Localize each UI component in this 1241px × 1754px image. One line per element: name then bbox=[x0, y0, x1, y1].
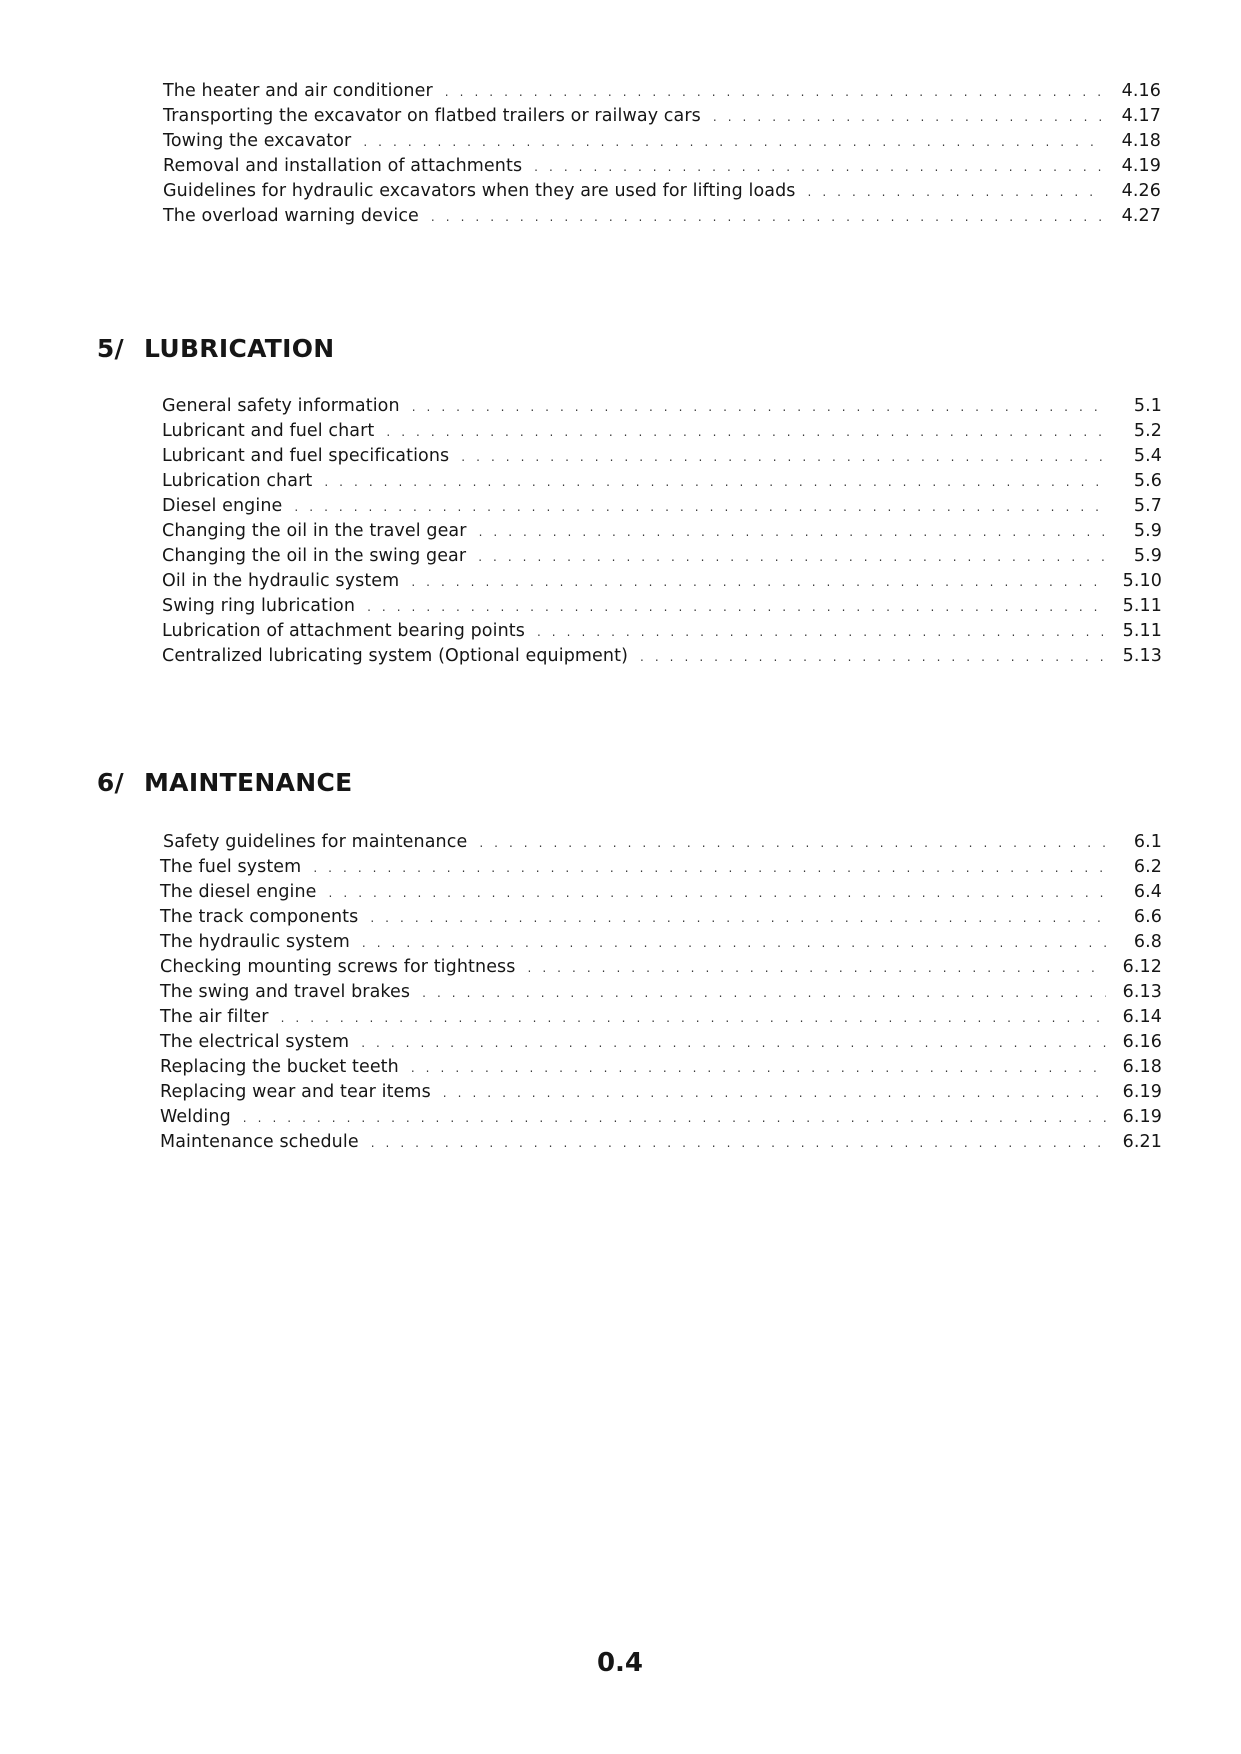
toc-entry-title: Swing ring lubrication bbox=[162, 596, 356, 616]
toc-entry-title: Guidelines for hydraulic excavators when they are used for lifting loads bbox=[163, 181, 796, 201]
dot-leader bbox=[640, 650, 1106, 664]
toc-entry bbox=[160, 1107, 1162, 1132]
dot-leader bbox=[461, 450, 1106, 464]
toc-entry-title: The swing and travel brakes bbox=[160, 982, 411, 1002]
toc-entry-title: The track components bbox=[160, 907, 359, 927]
dot-leader bbox=[362, 936, 1106, 950]
dot-leader bbox=[808, 185, 1105, 199]
toc-entry-page: 6.13 bbox=[1122, 982, 1162, 1002]
toc-entry-page: 5.6 bbox=[1133, 471, 1162, 491]
toc-entry-page: 6.19 bbox=[1122, 1082, 1162, 1102]
toc-entry bbox=[160, 957, 1162, 982]
dot-leader bbox=[371, 1136, 1106, 1150]
dot-leader bbox=[528, 961, 1107, 975]
toc-entry-page: 4.27 bbox=[1121, 206, 1161, 226]
toc-entry-title: Diesel engine bbox=[162, 496, 283, 516]
toc-entry bbox=[162, 571, 1162, 596]
dot-leader bbox=[412, 400, 1106, 414]
toc-entry-title: Replacing the bucket teeth bbox=[160, 1057, 399, 1077]
toc-entry-page: 6.1 bbox=[1133, 832, 1162, 852]
toc-entry-page: 5.1 bbox=[1133, 396, 1162, 416]
dot-leader bbox=[370, 911, 1106, 925]
dot-leader bbox=[243, 1111, 1106, 1125]
toc-entry-page: 6.2 bbox=[1133, 857, 1162, 877]
toc-entry-page: 5.9 bbox=[1133, 521, 1162, 541]
toc-entry-title: The hydraulic system bbox=[160, 932, 350, 952]
dot-leader bbox=[367, 600, 1106, 614]
toc-entry bbox=[162, 396, 1162, 421]
toc-entry bbox=[162, 421, 1162, 446]
dot-leader bbox=[411, 575, 1106, 589]
toc-entry-title: Checking mounting screws for tightness bbox=[160, 957, 516, 977]
toc-entry-title: Maintenance schedule bbox=[160, 1132, 359, 1152]
toc-entry-title: The overload warning device bbox=[163, 206, 419, 226]
dot-leader bbox=[363, 135, 1105, 149]
toc-entry-title: The heater and air conditioner bbox=[163, 81, 433, 101]
toc-entry-page: 6.14 bbox=[1122, 1007, 1162, 1027]
toc-entry-page: 5.7 bbox=[1133, 496, 1162, 516]
toc-entry-page: 5.10 bbox=[1122, 571, 1162, 591]
section-number: 5/ bbox=[96, 334, 124, 363]
toc-entry bbox=[160, 1032, 1162, 1057]
toc-entry bbox=[160, 932, 1162, 957]
dot-leader bbox=[324, 475, 1106, 489]
toc-entry-title: Centralized lubricating system (Optional equipment) bbox=[162, 646, 628, 666]
toc-entry bbox=[160, 1132, 1162, 1157]
toc-entry bbox=[162, 621, 1162, 646]
toc-entry-title: Lubrication chart bbox=[162, 471, 313, 491]
toc-entry-title: Welding bbox=[160, 1107, 231, 1127]
dot-leader bbox=[443, 1086, 1106, 1100]
toc-entry-page: 4.26 bbox=[1121, 181, 1161, 201]
toc-entry bbox=[162, 446, 1162, 471]
toc-entry-title: Lubricant and fuel specifications bbox=[162, 446, 450, 466]
toc-entry bbox=[163, 206, 1161, 231]
section-heading-lubrication bbox=[60, 334, 335, 363]
dot-leader bbox=[329, 886, 1106, 900]
toc-entry bbox=[162, 596, 1162, 621]
dot-leader bbox=[386, 425, 1106, 439]
dot-leader bbox=[478, 550, 1106, 564]
section-heading-maintenance bbox=[60, 768, 353, 797]
toc-entry-title: The diesel engine bbox=[160, 882, 317, 902]
toc-entry-page: 4.18 bbox=[1121, 131, 1161, 151]
dot-leader bbox=[313, 861, 1106, 875]
dot-leader bbox=[361, 1036, 1106, 1050]
toc-entry bbox=[163, 131, 1161, 156]
toc-entry-page: 4.16 bbox=[1121, 81, 1161, 101]
dot-leader bbox=[422, 986, 1106, 1000]
toc-entry bbox=[163, 81, 1161, 106]
toc-entry bbox=[160, 1082, 1162, 1107]
toc-entry bbox=[160, 1007, 1162, 1032]
toc-entry-page: 5.13 bbox=[1122, 646, 1162, 666]
toc-entry-title: General safety information bbox=[162, 396, 400, 416]
toc-section-4-continued bbox=[163, 81, 1161, 231]
toc-entry-title: Replacing wear and tear items bbox=[160, 1082, 431, 1102]
toc-section-6 bbox=[160, 832, 1162, 1157]
toc-entry-title: Transporting the excavator on flatbed trailers or railway cars bbox=[163, 106, 701, 126]
toc-entry-title: The electrical system bbox=[160, 1032, 350, 1052]
toc-entry-page: 6.21 bbox=[1122, 1132, 1162, 1152]
dot-leader bbox=[534, 160, 1105, 174]
dot-leader bbox=[431, 210, 1105, 224]
toc-entry bbox=[162, 496, 1162, 521]
dot-leader bbox=[713, 110, 1105, 124]
toc-entry-page: 4.19 bbox=[1121, 156, 1161, 176]
dot-leader bbox=[445, 85, 1105, 99]
toc-entry-page: 4.17 bbox=[1121, 106, 1161, 126]
toc-entry-page: 5.9 bbox=[1133, 546, 1162, 566]
toc-entry bbox=[162, 471, 1162, 496]
toc-entry bbox=[160, 982, 1162, 1007]
dot-leader bbox=[294, 500, 1106, 514]
toc-entry bbox=[163, 106, 1161, 131]
toc-entry-page: 6.18 bbox=[1122, 1057, 1162, 1077]
toc-entry-page: 6.12 bbox=[1122, 957, 1162, 977]
toc-entry bbox=[160, 857, 1162, 882]
toc-entry bbox=[162, 646, 1162, 671]
toc-section-5 bbox=[162, 396, 1162, 671]
toc-entry-title: Oil in the hydraulic system bbox=[162, 571, 400, 591]
toc-entry-title: The air filter bbox=[160, 1007, 269, 1027]
toc-entry-title: Changing the oil in the travel gear bbox=[162, 521, 467, 541]
section-title: LUBRICATION bbox=[144, 334, 335, 363]
toc-entry bbox=[163, 156, 1161, 181]
toc-entry-page: 5.2 bbox=[1133, 421, 1162, 441]
toc-entry bbox=[160, 832, 1162, 857]
toc-entry-page: 6.8 bbox=[1133, 932, 1162, 952]
toc-entry bbox=[163, 181, 1161, 206]
toc-entry-page: 5.11 bbox=[1122, 621, 1162, 641]
toc-entry bbox=[160, 882, 1162, 907]
toc-entry-page: 5.11 bbox=[1122, 596, 1162, 616]
section-title: MAINTENANCE bbox=[144, 768, 353, 797]
toc-entry bbox=[160, 907, 1162, 932]
toc-entry-title: Safety guidelines for maintenance bbox=[163, 832, 468, 852]
toc-entry bbox=[162, 546, 1162, 571]
toc-entry-title: Lubricant and fuel chart bbox=[162, 421, 375, 441]
dot-leader bbox=[537, 625, 1106, 639]
toc-entry bbox=[162, 521, 1162, 546]
toc-entry-title: Removal and installation of attachments bbox=[163, 156, 523, 176]
dot-leader bbox=[479, 525, 1106, 539]
toc-entry-title: The fuel system bbox=[160, 857, 302, 877]
section-number: 6/ bbox=[96, 768, 124, 797]
dot-leader bbox=[411, 1061, 1106, 1075]
dot-leader bbox=[281, 1011, 1106, 1025]
toc-entry-title: Towing the excavator bbox=[163, 131, 352, 151]
toc-entry-title: Changing the oil in the swing gear bbox=[162, 546, 467, 566]
page-number: 0.4 bbox=[596, 1648, 644, 1678]
toc-entry-page: 6.4 bbox=[1133, 882, 1162, 902]
toc-entry-page: 6.6 bbox=[1133, 907, 1162, 927]
toc-entry-page: 6.19 bbox=[1122, 1107, 1162, 1127]
toc-entry-title: Lubrication of attachment bearing points bbox=[162, 621, 525, 641]
toc-entry-page: 5.4 bbox=[1133, 446, 1162, 466]
toc-entry bbox=[160, 1057, 1162, 1082]
toc-entry-page: 6.16 bbox=[1122, 1032, 1162, 1052]
dot-leader bbox=[479, 836, 1106, 850]
